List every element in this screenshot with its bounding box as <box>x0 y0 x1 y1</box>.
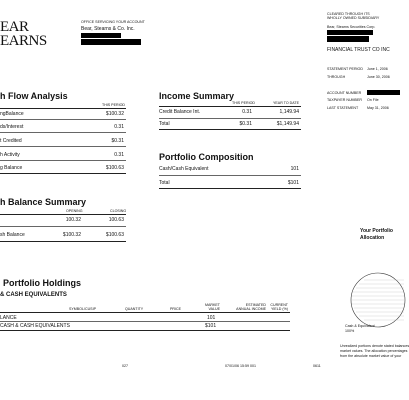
income-col-this-period: THIS PERIOD <box>232 101 255 105</box>
composition-total-label: Total <box>159 180 170 186</box>
allocation-legend: Cash & Equivalent <box>345 324 375 328</box>
table-row: ds/Interest 0.31 <box>0 124 124 130</box>
cash-balance-title: h Balance Summary <box>0 197 87 207</box>
statement-period-value: June 1, 2006 <box>367 67 388 71</box>
income-row-ytd: 1,149.94 <box>279 109 299 115</box>
through-label: THROUGH <box>327 75 346 79</box>
holdings-section-title: & CASH EQUIVALENTS <box>0 292 67 298</box>
col-current-yield: CURRENT YIELD (%) <box>270 303 288 312</box>
cash-balance-col-closing: CLOSING <box>110 209 127 213</box>
clearing-label-2: WHOLLY OWNED SUBSIDIARY <box>327 16 380 20</box>
cash-balance-total-closing: $100.63 <box>105 232 124 238</box>
holdings-row-value: 101 <box>207 315 216 321</box>
holdings-total-label: CASH & CASH EQUIVALENTS <box>0 323 70 329</box>
holdings-rule <box>0 312 290 313</box>
income-total-ytd: $1,149.94 <box>276 121 299 127</box>
composition-row-value: 101 <box>290 166 299 172</box>
taxpayer-label: TAXPAYER NUMBER <box>327 98 362 102</box>
last-statement-label: LAST STATEMENT <box>327 106 359 110</box>
cash-balance-total-label: sh Balance <box>0 232 25 238</box>
through-value: June 30, 2006 <box>367 75 390 79</box>
taxpayer-value: On File <box>367 98 379 102</box>
footer-timestamp: 07/01/06 15:59 001 <box>225 364 256 368</box>
allocation-percent: 100% <box>345 329 355 333</box>
account-number-label: ACCOUNT NUMBER <box>327 91 362 95</box>
portfolio-composition-title: Portfolio Composition <box>159 152 254 162</box>
cash-flow-col-header: THIS PERIOD <box>102 103 125 107</box>
allocation-note-2: market values. The allocation percentages <box>340 349 408 353</box>
allocation-note-1: Unrealized portions denote stated balances <box>340 344 409 348</box>
col-quantity: QUANTITY <box>125 307 144 311</box>
table-row: h Activity 0.31 <box>0 152 124 158</box>
allocation-title: Your Portfolio Allocation <box>360 228 393 241</box>
composition-row-label: Cash/Cash Equivalent <box>159 166 209 172</box>
table-row: t Credited $0.31 <box>0 138 124 144</box>
holdings-row-label: LANCE <box>0 315 17 321</box>
logo-line-1: EAR <box>0 19 29 35</box>
office-name: Bear, Stearns & Co. Inc. <box>81 26 135 32</box>
allocation-note-3: from the absolute market value of your <box>340 354 402 358</box>
cash-balance-col-opening: OPENING <box>66 209 83 213</box>
table-row: g Balance $100.63 <box>0 165 124 171</box>
cash-flow-title: h Flow Analysis <box>0 91 68 101</box>
footer-left: 027 <box>122 364 128 368</box>
office-label: OFFICE SERVICING YOUR ACCOUNT <box>81 20 145 24</box>
income-summary-title: Income Summary <box>159 91 235 101</box>
income-total-label: Total <box>159 121 170 127</box>
logo-line-2: EARNS <box>0 33 47 49</box>
col-market-value: MARKET VALUE <box>205 303 220 312</box>
cash-balance-total-opening: $100.32 <box>62 232 81 238</box>
income-total-this-period: $0.31 <box>239 121 252 127</box>
table-row: ngBalance $100.32 <box>0 111 124 117</box>
statement-period-label: STATEMENT PERIOD <box>327 67 363 71</box>
income-col-ytd: YEAR TO DATE <box>273 101 299 105</box>
col-symbol: SYMBOL/CUSIP <box>69 307 96 311</box>
holdings-total-value: $101 <box>205 323 217 329</box>
col-annual-income: ESTIMATED ANNUAL INCOME <box>236 303 266 312</box>
clearing-name: Bear, Stearns Securities Corp. <box>327 25 376 29</box>
composition-total-value: $101 <box>287 180 299 186</box>
clearing-label-1: CLEARED THROUGH ITS <box>327 12 370 16</box>
trust-name: FINANCIAL TRUST CO INC <box>327 47 390 53</box>
footer-right: 0611 <box>313 364 321 368</box>
income-row-this-period: 0.31 <box>242 109 252 115</box>
last-statement-value: May 31, 2006 <box>367 106 389 110</box>
holdings-title: Portfolio Holdings <box>3 278 81 288</box>
cash-balance-row-opening: 100.32 <box>65 217 81 223</box>
col-price: PRICE <box>170 307 181 311</box>
cash-balance-row-closing: 100.63 <box>108 217 124 223</box>
income-row-label: Credit Balance Int. <box>159 109 201 115</box>
